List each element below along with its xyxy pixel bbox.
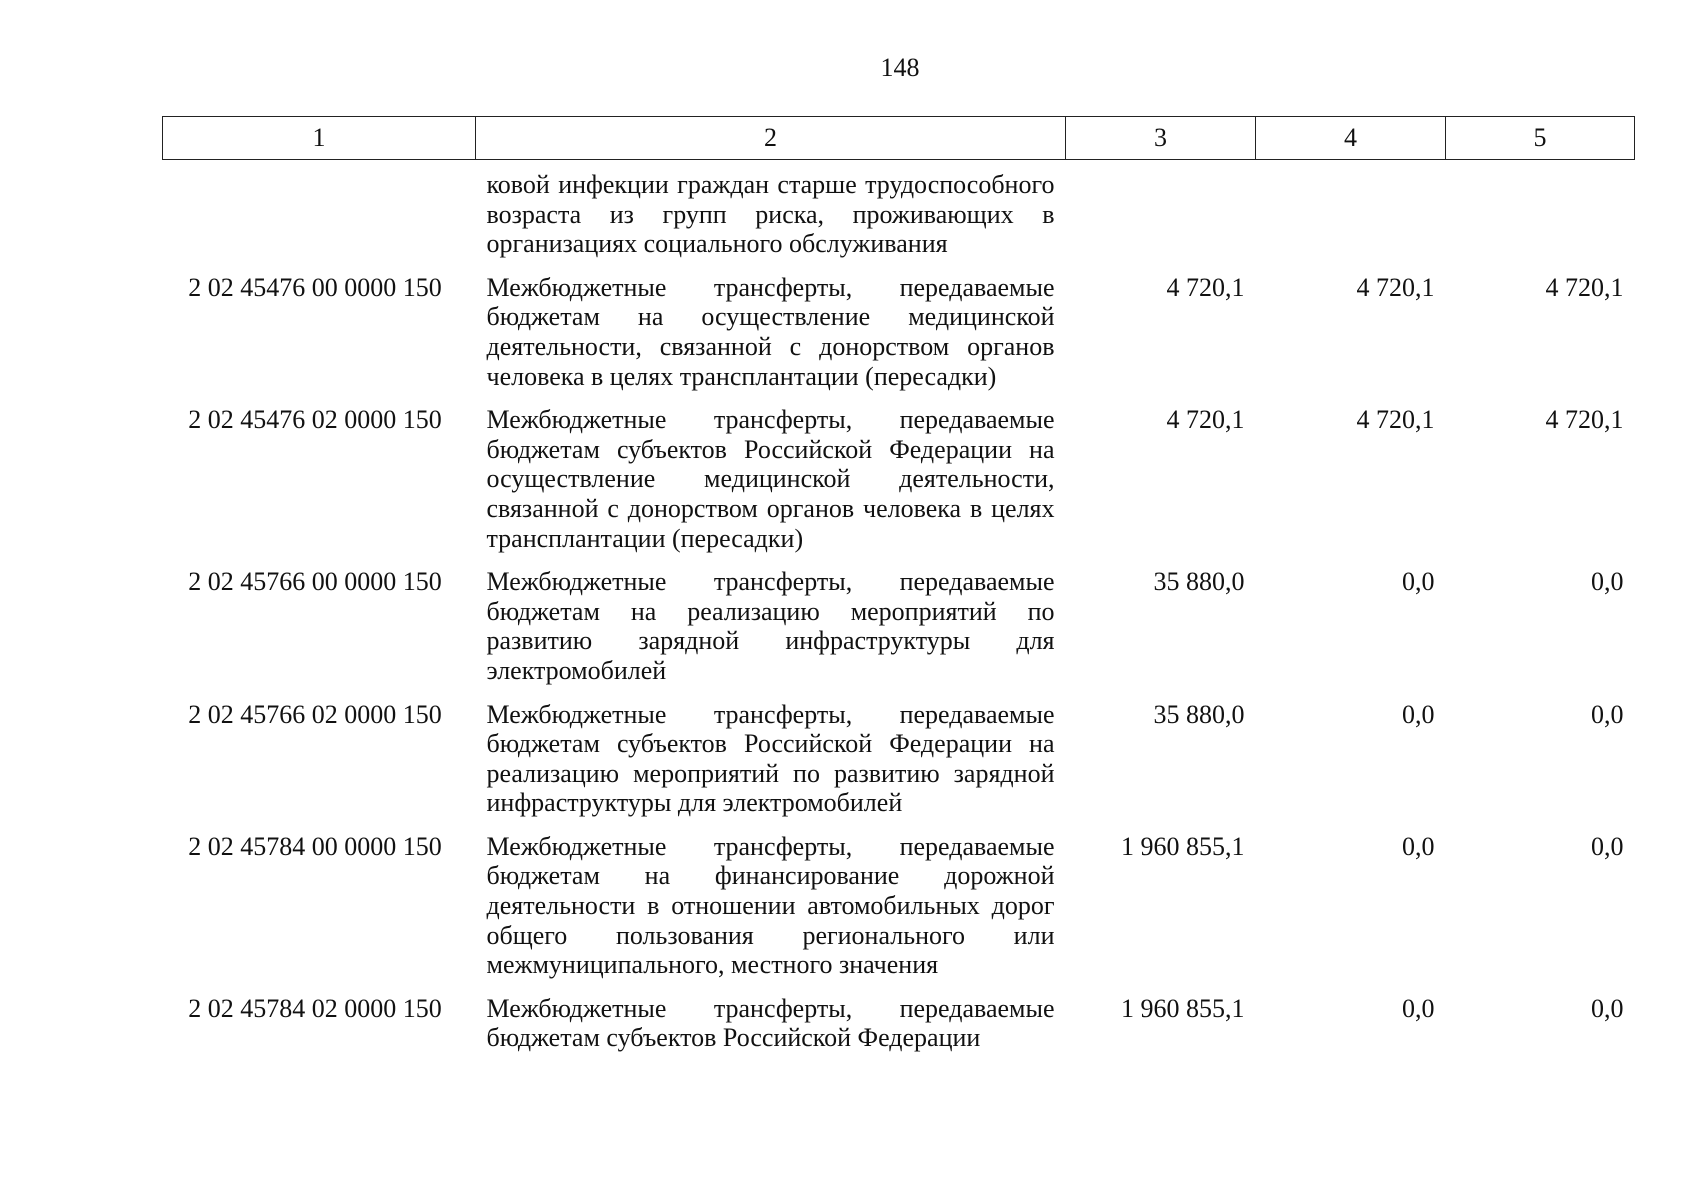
row-value-3: 1 960 855,1 [1121, 831, 1245, 861]
row-value-4: 4 720,1 [1356, 272, 1435, 302]
table-header [163, 117, 1635, 160]
row-value-4: 4 720,1 [1356, 405, 1435, 435]
row-value-3: 1 960 855,1 [1121, 993, 1245, 1023]
row-value-3: 35 880,0 [1153, 699, 1245, 729]
row-description: Межбюджетные трансферты, передаваемые бюджетам субъектов Российской Федерации на реализацию мероприятий по развитию зарядной инфраструктуры для электромобилей [486, 699, 1055, 818]
row-value-5: 0,0 [1591, 831, 1624, 861]
row-value-4: 0,0 [1402, 567, 1435, 597]
row-value-3: 4 720,1 [1166, 272, 1245, 302]
row-value-5: 0,0 [1591, 993, 1624, 1023]
row-value-5: 4 720,1 [1545, 272, 1624, 302]
page-number: 148 [880, 53, 920, 82]
row-code: 2 02 45766 02 0000 150 [188, 699, 442, 729]
row-value-4: 0,0 [1402, 993, 1435, 1023]
row-value-3 [1066, 160, 1256, 273]
table-row [163, 405, 1635, 567]
row-code: 2 02 45476 02 0000 150 [188, 405, 442, 435]
table-row [163, 273, 1635, 405]
row-code: 2 02 45784 02 0000 150 [188, 993, 442, 1023]
row-description: Межбюджетные трансферты, передаваемые бюджетам на финансирование дорожной деятельности в отношении автомобильных дорог общего пользования регионального или межмуниципального, местного значения [486, 831, 1055, 980]
row-value-4: 0,0 [1402, 831, 1435, 861]
table-body [163, 160, 1635, 1068]
row-value-3: 4 720,1 [1166, 405, 1245, 435]
row-code: 2 02 45766 00 0000 150 [188, 567, 442, 597]
row-code [163, 160, 476, 273]
row-value-5: 4 720,1 [1545, 405, 1624, 435]
header-cell-value-5: 5 [1446, 117, 1635, 160]
row-value-4 [1256, 160, 1446, 273]
row-value-5: 0,0 [1591, 699, 1624, 729]
table-row [163, 567, 1635, 699]
row-value-5: 0,0 [1591, 567, 1624, 597]
row-description: ковой инфекции граждан старше трудоспособного возраста из групп риска, проживающих в организациях социального обслуживания [486, 170, 1055, 259]
row-code: 2 02 45784 00 0000 150 [188, 831, 442, 861]
row-description: Межбюджетные трансферты, передаваемые бюджетам на осуществление медицинской деятельности, связанной с донорством органов человека в целях трансплантации (пересадки) [486, 272, 1055, 391]
row-value-3: 35 880,0 [1153, 567, 1245, 597]
budget-table [162, 116, 1635, 1067]
row-value-5 [1446, 160, 1635, 273]
header-row [163, 117, 1635, 160]
row-description: Межбюджетные трансферты, передаваемые бюджетам субъектов Российской Федерации на осуществление медицинской деятельности, связанной с донорством органов человека в целях трансплантации (пересадки) [486, 405, 1055, 553]
row-value-4: 0,0 [1402, 699, 1435, 729]
header-cell-description: 2 [476, 117, 1066, 160]
header-cell-code: 1 [163, 117, 476, 160]
table-row [163, 160, 1635, 273]
header-cell-value-3: 3 [1066, 117, 1256, 160]
budget-table-container [162, 116, 1634, 1067]
row-description: Межбюджетные трансферты, передаваемые бюджетам на реализацию мероприятий по развитию зарядной инфраструктуры для электромобилей [486, 567, 1055, 685]
table-row [163, 994, 1635, 1067]
row-description: Межбюджетные трансферты, передаваемые бюджетам субъектов Российской Федерации [486, 993, 1055, 1053]
table-row [163, 700, 1635, 832]
table-row [163, 832, 1635, 994]
header-cell-value-4: 4 [1256, 117, 1446, 160]
row-code: 2 02 45476 00 0000 150 [188, 272, 442, 302]
